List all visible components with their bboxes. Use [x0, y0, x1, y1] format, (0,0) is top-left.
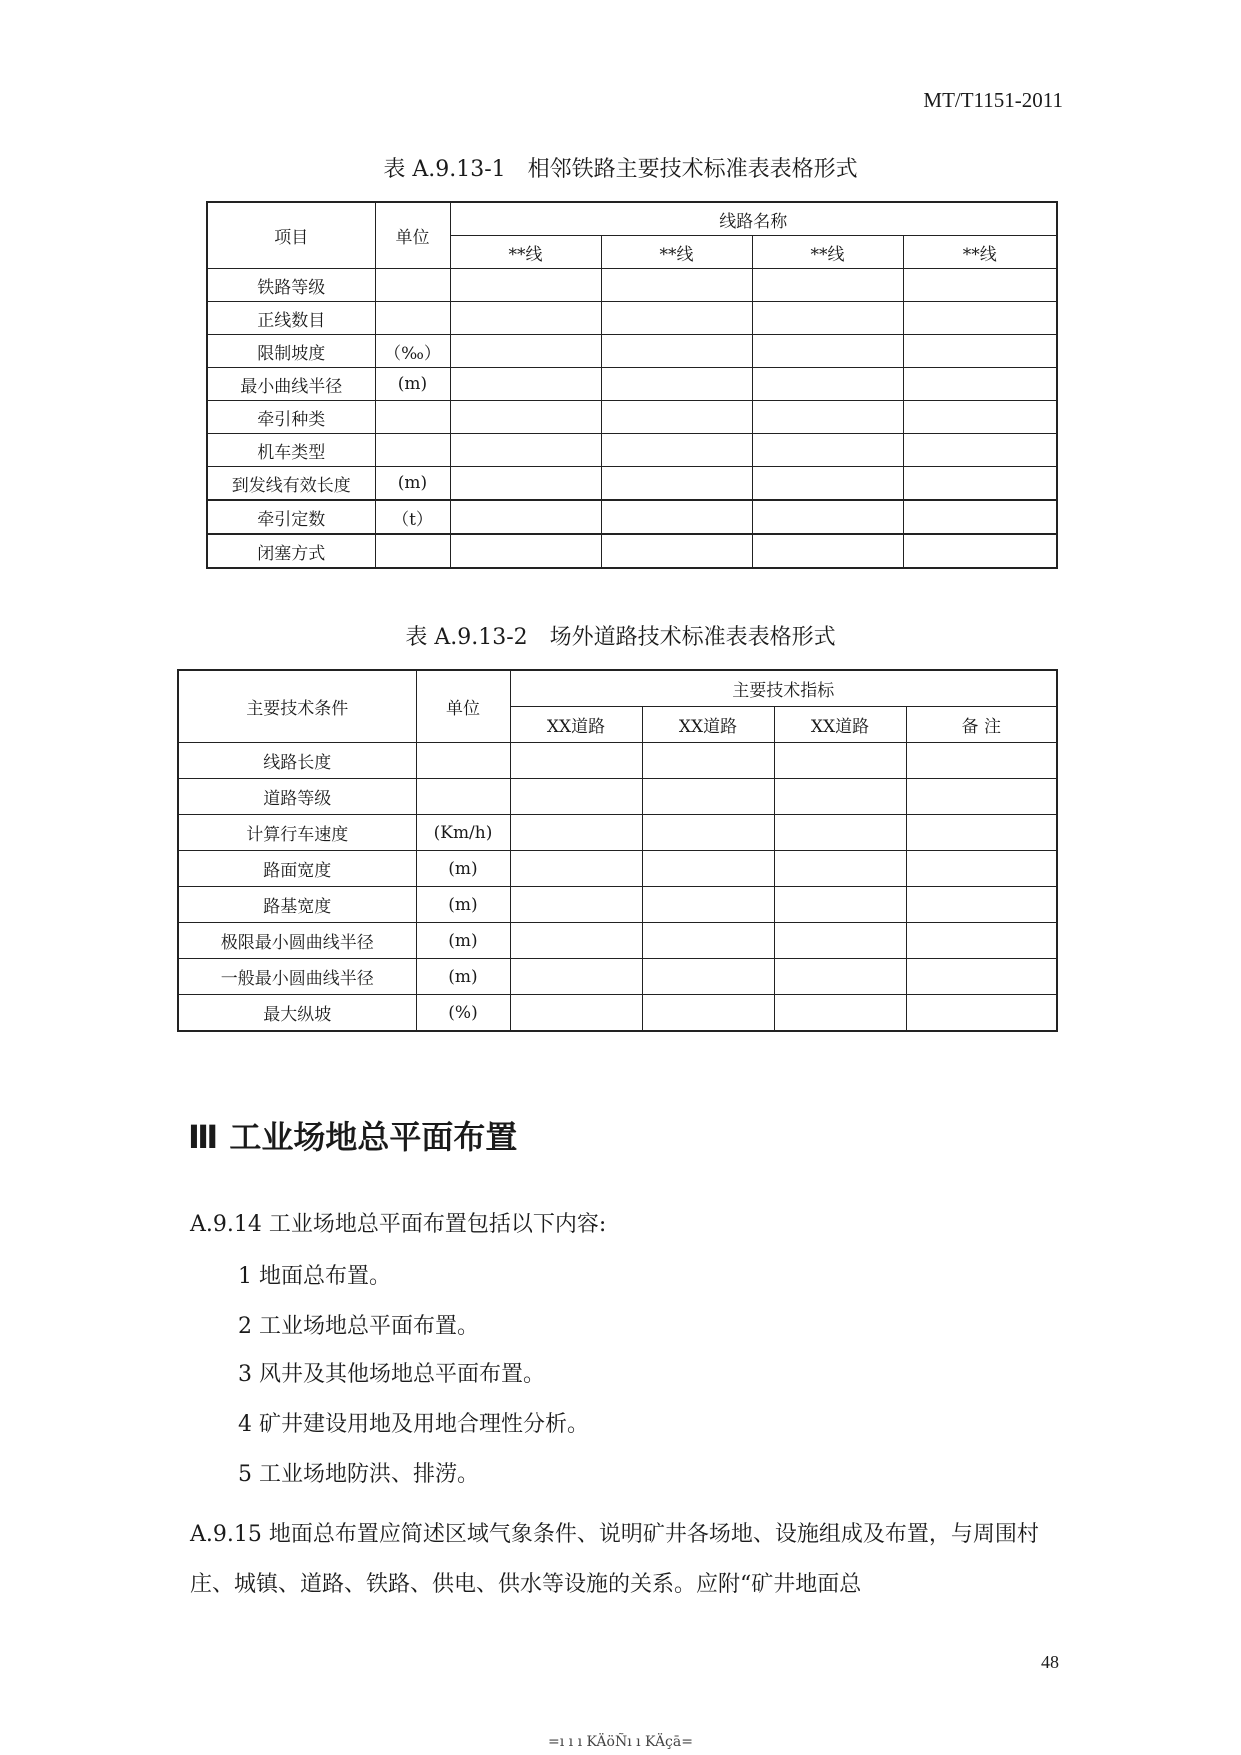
row-unit: （‰） [375, 335, 450, 368]
table-row [207, 534, 1057, 568]
header-unit: 单位 [416, 670, 510, 743]
table-row [207, 368, 1057, 401]
row-unit [375, 269, 450, 302]
row-item: 最大纵坡 [178, 995, 416, 1032]
row-unit: (m) [416, 851, 510, 887]
list-item: 5 工业场地防洪、排涝。 [238, 1462, 479, 1487]
row-item: 极限最小圆曲线半径 [178, 923, 416, 959]
page-number: 48 [1041, 1652, 1059, 1672]
header-item: 项目 [207, 202, 375, 269]
clause-a914: A.9.14 工业场地总平面布置包括以下内容: [190, 1212, 607, 1237]
row-item: 闭塞方式 [207, 534, 375, 568]
row-item: 限制坡度 [207, 335, 375, 368]
row-item: 正线数目 [207, 302, 375, 335]
row-unit: (m) [416, 923, 510, 959]
standard-code: MT/T1151-2011 [923, 88, 1063, 112]
road-standards-table [177, 669, 1058, 1032]
list-item: 4 矿井建设用地及用地合理性分析。 [238, 1412, 589, 1437]
list-item: 1 地面总布置。 [238, 1264, 391, 1289]
table-row [207, 302, 1057, 335]
table-row [178, 959, 1057, 995]
table-row [207, 434, 1057, 467]
row-item: 线路长度 [178, 743, 416, 779]
header-line-names: 线路名称 [450, 202, 1057, 236]
clause-a915: A.9.15 地面总布置应简述区域气象条件、说明矿井各场地、设施组成及布置，与周围村庄、城镇、道路、铁路、供电、供水等设施的关系。应附“矿井地面总 [190, 1522, 1039, 1597]
row-item: 铁路等级 [207, 269, 375, 302]
list-item: 2 工业场地总平面布置。 [238, 1314, 479, 1339]
row-unit [416, 743, 510, 779]
table-row [207, 335, 1057, 368]
table-row [207, 467, 1057, 501]
row-item: 路面宽度 [178, 851, 416, 887]
row-item: 计算行车速度 [178, 815, 416, 851]
header-indicators: 主要技术指标 [510, 670, 1057, 707]
row-unit: (%) [416, 995, 510, 1032]
header-road-1: XX道路 [510, 707, 642, 743]
row-item: 到发线有效长度 [207, 467, 375, 501]
table-row [207, 500, 1057, 534]
header-road-2: XX道路 [642, 707, 774, 743]
list-item: 3 风井及其他场地总平面布置。 [238, 1362, 545, 1387]
row-item: 道路等级 [178, 779, 416, 815]
row-item: 牵引定数 [207, 500, 375, 534]
row-unit: (m) [375, 467, 450, 501]
header-line-3: **线 [752, 236, 903, 269]
row-item: 最小曲线半径 [207, 368, 375, 401]
header-line-1: **线 [450, 236, 601, 269]
header-road-3: XX道路 [774, 707, 906, 743]
section-heading: Ⅲ 工业场地总平面布置 [188, 1118, 518, 1156]
railway-standards-table [206, 201, 1058, 569]
table-row [207, 269, 1057, 302]
header-line-4: **线 [903, 236, 1057, 269]
row-unit: (m) [416, 887, 510, 923]
table-row [178, 743, 1057, 779]
table-row [178, 815, 1057, 851]
header-condition: 主要技术条件 [178, 670, 416, 743]
row-unit: (m) [375, 368, 450, 401]
table-row [178, 887, 1057, 923]
row-unit [375, 302, 450, 335]
row-item: 牵引种类 [207, 401, 375, 434]
table-row [207, 401, 1057, 434]
header-remark: 备 注 [906, 707, 1057, 743]
table-row [178, 851, 1057, 887]
header-unit: 单位 [375, 202, 450, 269]
row-unit: (m) [416, 959, 510, 995]
row-unit [375, 534, 450, 568]
row-unit: (Km/h) [416, 815, 510, 851]
row-item: 一般最小圆曲线半径 [178, 959, 416, 995]
table1-caption: 表 A.9.13-1 相邻铁路主要技术标准表表格形式 [383, 157, 858, 182]
table-row [178, 779, 1057, 815]
row-item: 机车类型 [207, 434, 375, 467]
row-unit [416, 779, 510, 815]
row-unit [375, 401, 450, 434]
header-line-2: **线 [601, 236, 752, 269]
row-unit: （t） [375, 500, 450, 534]
table2-caption: 表 A.9.13-2 场外道路技术标准表表格形式 [405, 625, 836, 650]
row-unit [375, 434, 450, 467]
table-row [178, 923, 1057, 959]
footer-watermark: =ı ı ı KÄöÑı ı KÄçā= [548, 1734, 693, 1750]
row-item: 路基宽度 [178, 887, 416, 923]
table-row [178, 995, 1057, 1032]
